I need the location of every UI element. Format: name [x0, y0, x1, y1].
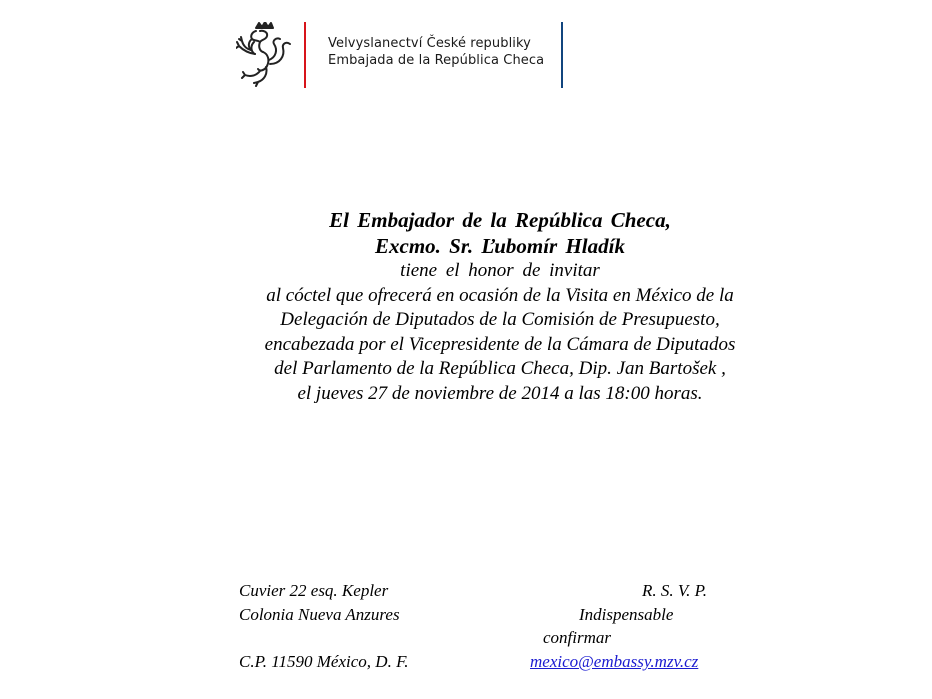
invitation-line-7: del Parlamento de la República Checa, Dip. Jan Bartošek , [274, 358, 726, 379]
rsvp-confirm: confirmar [543, 628, 611, 647]
invitation-line-5: Delegación de Diputados de la Comisión de Presupuesto, [280, 309, 720, 330]
blue-divider [561, 22, 563, 88]
org-name-czech: Velvyslanectví České republiky [328, 36, 531, 51]
invitation-line-6: encabezada por el Vicepresidente de la Cámara de Diputados [264, 333, 736, 355]
rsvp-indispensable: Indispensable [579, 605, 674, 624]
red-divider [304, 22, 306, 88]
rsvp-email-link[interactable]: mexico@embassy.mzv.cz [530, 652, 699, 671]
address-colonia: Colonia Nueva Anzures [239, 605, 400, 624]
invitation-text [200, 207, 800, 406]
address-street: Cuvier 22 esq. Kepler [239, 581, 389, 600]
czech-lion-emblem-icon [236, 22, 292, 88]
invitation-phrase: tiene el honor de invitar [400, 260, 600, 281]
invitation-line-4: al cóctel que ofrecerá en ocasión de la Visita en México de la [266, 284, 734, 306]
event-date: el jueves 27 de noviembre de 2014 a las 18:00 horas. [297, 382, 703, 404]
ambassador-title: El Embajador de la República Checa, [329, 208, 671, 232]
ambassador-name: Excmo. Sr. Ľubomír Hladík [375, 234, 625, 258]
address-postal: C.P. 11590 México, D. F. [239, 652, 409, 671]
org-name-spanish: Embajada de la República Checa [328, 53, 545, 68]
letterhead [236, 20, 576, 90]
rsvp-label: R. S. V. P. [642, 581, 708, 600]
